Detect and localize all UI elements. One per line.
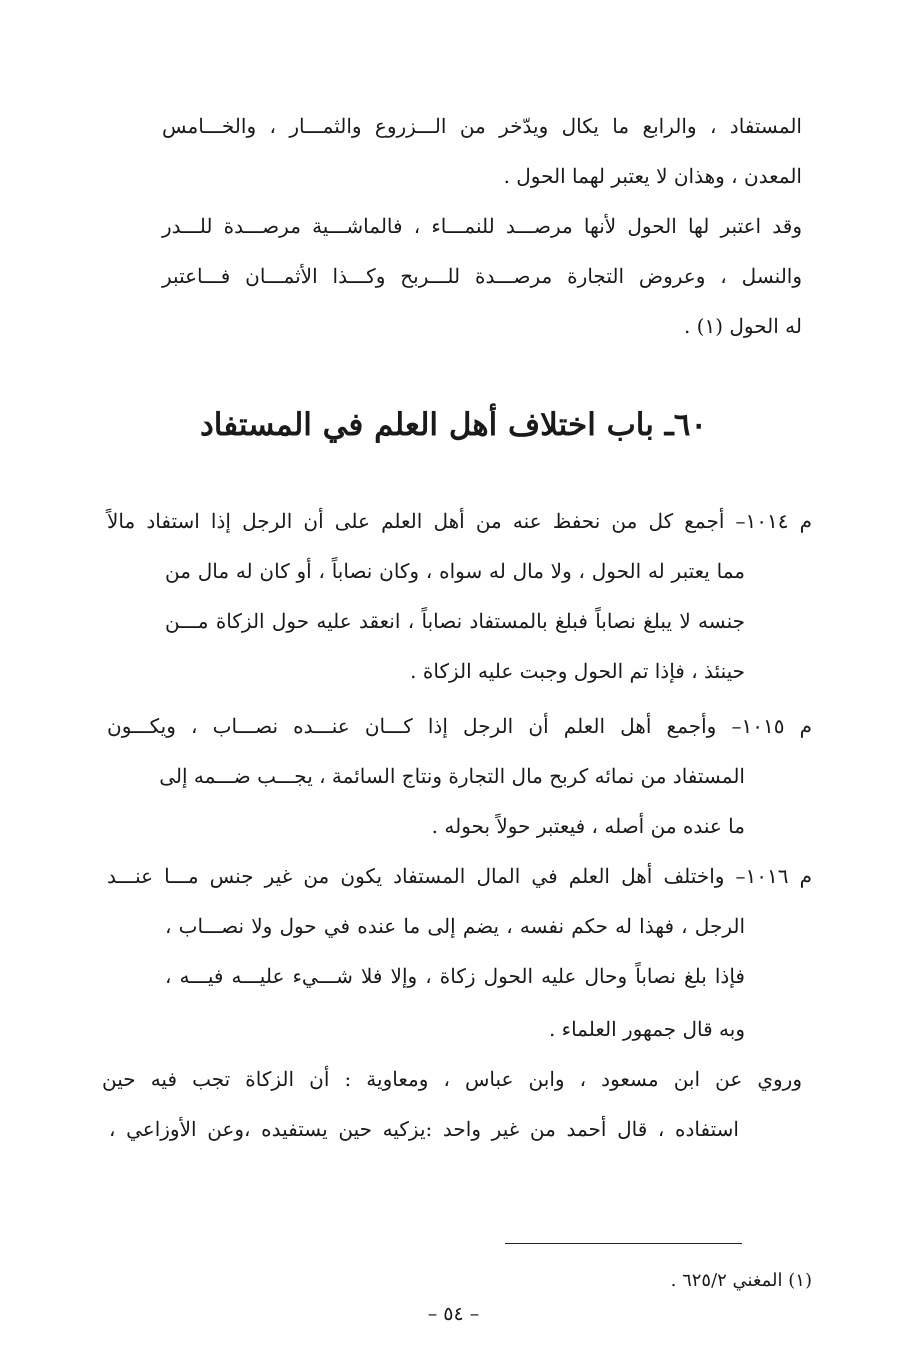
text-line: له الحول (١) .	[683, 314, 802, 338]
entry-1014-line: مما يعتبر له الحول ، ولا مال له سواه ، وكان نصاباً ، أو كان له مال من	[165, 559, 745, 583]
text-line: وروي عن ابن مسعود ، وابن عباس ، ومعاوية : أن الزكاة تجب فيه حين	[102, 1067, 802, 1091]
page-number: – ٥٤ –	[427, 1303, 480, 1325]
entry-1016-line: م ١٠١٦– واختلف أهل العلم في المال المستفاد يكون من غير جنس مـــا عنـــد	[107, 864, 812, 888]
entry-1014-line: م ١٠١٤– أجمع كل من نحفظ عنه من أهل العلم على أن الرجل إذا استفاد مالاً	[107, 509, 812, 533]
entry-1014-line: حينئذ ، فإذا تم الحول وجبت عليه الزكاة .	[410, 659, 745, 683]
text-line: والنسل ، وعروض التجارة مرصـــدة للـــربح وكـــذا الأثمـــان فـــاعتبر	[162, 264, 802, 288]
entry-1014-line: جنسه لا يبلغ نصاباً فبلغ بالمستفاد نصاباً ، انعقد عليه حول الزكاة مـــن	[165, 609, 745, 633]
entry-1015-line: ما عنده من أصله ، فيعتبر حولاً بحوله .	[431, 814, 745, 838]
text-line: المستفاد ، والرابع ما يكال ويدّخر من الـــزروع والثمـــار ، والخـــامس	[162, 114, 802, 138]
text-line: استفاده ، قال أحمد من غير واحد :يزكيه حين يستفيده ،وعن الأوزاعي ،	[109, 1117, 739, 1141]
entry-1015-line: م ١٠١٥– وأجمع أهل العلم أن الرجل إذا كـــان عنـــده نصـــاب ، ويكـــون	[107, 714, 812, 738]
text-line: المعدن ، وهذان لا يعتبر لهما الحول .	[503, 164, 802, 188]
entry-1016-line: وبه قال جمهور العلماء .	[548, 1017, 745, 1041]
text-line: وقد اعتبر لها الحول لأنها مرصـــد للنمـــاء ، فالماشـــية مرصـــدة للـــدر	[162, 214, 802, 238]
section-heading: ٦٠ـ باب اختلاف أهل العلم في المستفاد	[199, 407, 708, 443]
entry-1016-line: الرجل ، فهذا له حكم نفسه ، يضم إلى ما عنده في حول ولا نصـــاب ،	[165, 914, 745, 938]
entry-1016-line: فإذا بلغ نصاباً وحال عليه الحول زكاة ، وإلا فلا شـــيء عليـــه فيـــه ،	[165, 964, 745, 988]
footnote-divider	[505, 1243, 742, 1244]
footnote: (١) المغني ٦٢٥/٢ .	[670, 1270, 812, 1291]
entry-1015-line: المستفاد من نمائه كربح مال التجارة ونتاج السائمة ، يجـــب ضـــمه إلى	[159, 764, 745, 788]
